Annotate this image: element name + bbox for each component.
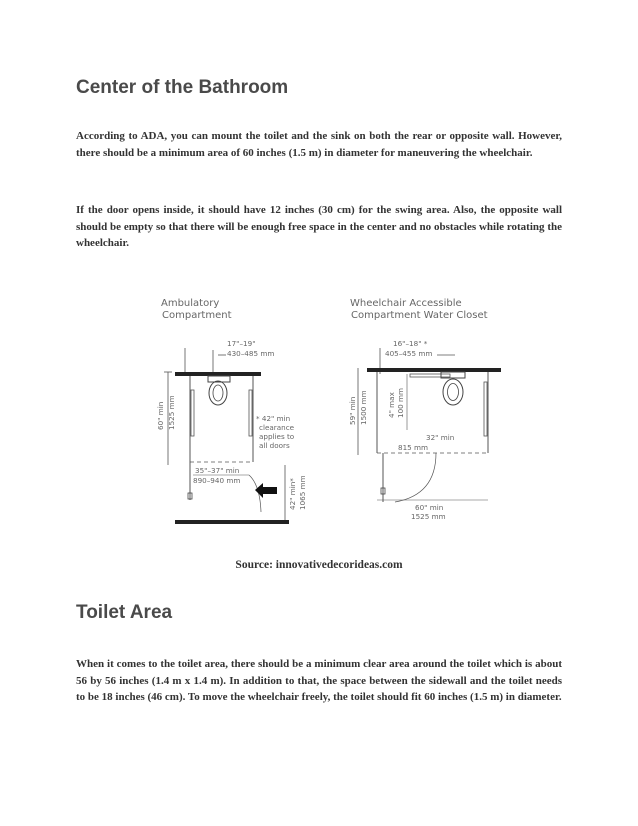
wheelchair-grab-bar-rear <box>410 374 450 377</box>
wheelchair-door-mm: 815 mm <box>398 443 429 452</box>
ambulatory-depth-in: 60" min <box>156 401 165 430</box>
figure-caption: Source: innovativedecorideas.com <box>235 559 403 571</box>
wheelchair-width-in: 16"–18" * <box>393 339 428 348</box>
clearance-note-2: clearance <box>259 423 295 432</box>
ambulatory-door-mm: 890–940 mm <box>193 476 241 485</box>
ambulatory-clear-in: 42" min* <box>288 478 297 510</box>
ambulatory-title-line1: Ambulatory <box>161 298 220 309</box>
wheelchair-title-line2: Compartment Water Closet <box>351 310 488 321</box>
wheelchair-toilet <box>443 379 463 405</box>
wheelchair-bottom-in: 60" min <box>415 503 444 512</box>
clearance-note-3: applies to <box>259 432 295 441</box>
ambulatory-width-in: 17"–19" <box>227 339 256 348</box>
wheelchair-depth-mm: 1500 mm <box>359 390 368 425</box>
clearance-note-1: * 42" min <box>256 414 291 423</box>
ambulatory-clear-mm: 1065 mm <box>298 475 307 510</box>
left-arrow-icon <box>255 483 277 498</box>
ambulatory-rear-wall <box>175 372 261 376</box>
ambulatory-depth-mm: 1525 mm <box>167 395 176 430</box>
wheelchair-rear-wall <box>367 368 501 372</box>
wheelchair-width-mm: 405–455 mm <box>385 349 433 358</box>
section-heading-toilet: Toilet Area <box>76 602 173 623</box>
ambulatory-title-line2: Compartment <box>162 310 232 321</box>
wheelchair-bottom-mm: 1525 mm <box>411 512 446 521</box>
paragraph-door-swing: If the door opens inside, it should have 12 inches (30 cm) for the swing area. Also, the opposite wall should be empty so that there will be enough free space in the center and no obstacles while rotating the wheelchair. <box>76 204 562 249</box>
section-heading-center: Center of the Bathroom <box>76 77 289 98</box>
wheelchair-title-line1: Wheelchair Accessible <box>350 298 462 309</box>
compartment-diagram <box>145 290 515 530</box>
ambulatory-grab-bar-right <box>249 390 252 436</box>
paragraph-toilet-area: When it comes to the toilet area, there should be a minimum clear area around the toilet which is about 56 by 56 inches (1.4 m x 1.4 m). In addition to that, the space between the sidewall and the toilet needs to be 18 inches (46 cm). To move the wheelchair freely, the toilet should fit 60 inches (1.5 m) in diameter. <box>76 658 562 703</box>
wheelchair-max-in: 4" max <box>387 392 396 418</box>
wheelchair-grab-bar-side <box>484 382 487 436</box>
clearance-note-4: all doors <box>259 441 290 450</box>
wheelchair-depth-in: 59" min <box>348 396 357 425</box>
ambulatory-width-mm: 430–485 mm <box>227 349 275 358</box>
ambulatory-door-in: 35"–37" min <box>195 466 240 475</box>
ambulatory-opposite-wall <box>175 520 289 524</box>
paragraph-ada-mounting: According to ADA, you can mount the toilet and the sink on both the rear or opposite wall. However, there should be a minimum area of 60 inches (1.5 m) in diameter for maneuvering the wheelchair. <box>76 130 562 159</box>
wheelchair-door-in: 32" min <box>426 433 455 442</box>
wheelchair-max-mm: 100 mm <box>396 387 405 418</box>
ambulatory-grab-bar-left <box>191 390 194 436</box>
